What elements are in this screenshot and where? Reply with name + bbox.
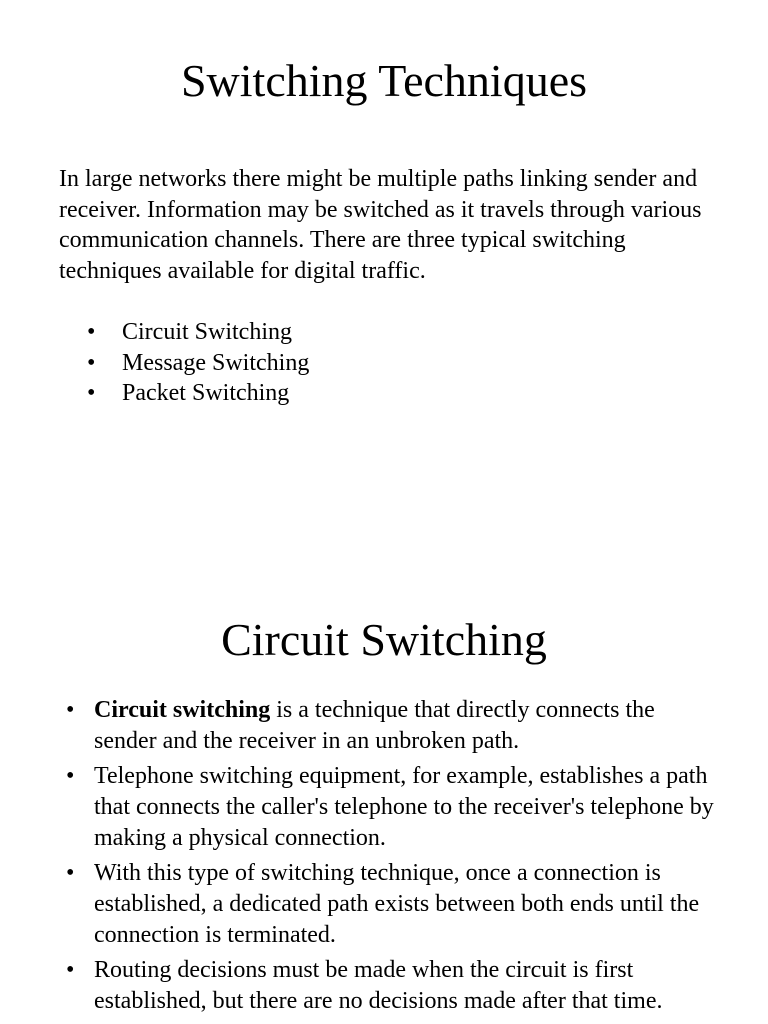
point-text: With this type of switching technique, once a connection is established, a dedicated path exists between both ends until the connection is terminated.: [94, 860, 700, 948]
intro-paragraph: In large networks there might be multiple paths linking sender and receiver. Information may be switched as it travels through various communication channels. There are three typical switching techniques available for digital traffic.: [59, 166, 702, 284]
point-text: Telephone switching equipment, for example, establishes a path that connects the caller's telephone to the receiver's telephone by making a physical connection.: [94, 763, 714, 851]
list-item: [66, 858, 716, 951]
point-text: is a technique that directly connects the sender and the receiver in an unbroken path.: [94, 697, 655, 754]
list-item: [66, 955, 716, 1017]
list-item-label: Packet Switching: [122, 380, 290, 406]
bullet-icon: •: [66, 763, 75, 789]
switching-types-list: [87, 317, 309, 409]
list-item-label: Message Switching: [122, 349, 310, 376]
bullet-icon: •: [87, 380, 96, 406]
bullet-icon: •: [66, 957, 75, 983]
list-item: [87, 348, 309, 379]
list-item-label: Circuit Switching: [122, 319, 292, 345]
term-bold: Circuit switching: [94, 697, 271, 723]
page-title: Switching Techniques: [180, 55, 588, 106]
bullet-icon: •: [87, 349, 96, 376]
list-item: [66, 761, 716, 854]
point-text: Routing decisions must be made when the circuit is first established, but there are no decisions made after that time.: [94, 957, 663, 1014]
list-item: [87, 317, 309, 348]
section-title: Circuit Switching: [221, 614, 547, 665]
list-item: [66, 695, 716, 757]
bullet-icon: •: [66, 697, 75, 723]
bullet-icon: •: [87, 319, 96, 345]
slide-circuit-switching: [0, 560, 768, 1024]
circuit-switching-points: [66, 695, 716, 1021]
bullet-icon: •: [66, 860, 75, 886]
list-item: [87, 378, 309, 409]
